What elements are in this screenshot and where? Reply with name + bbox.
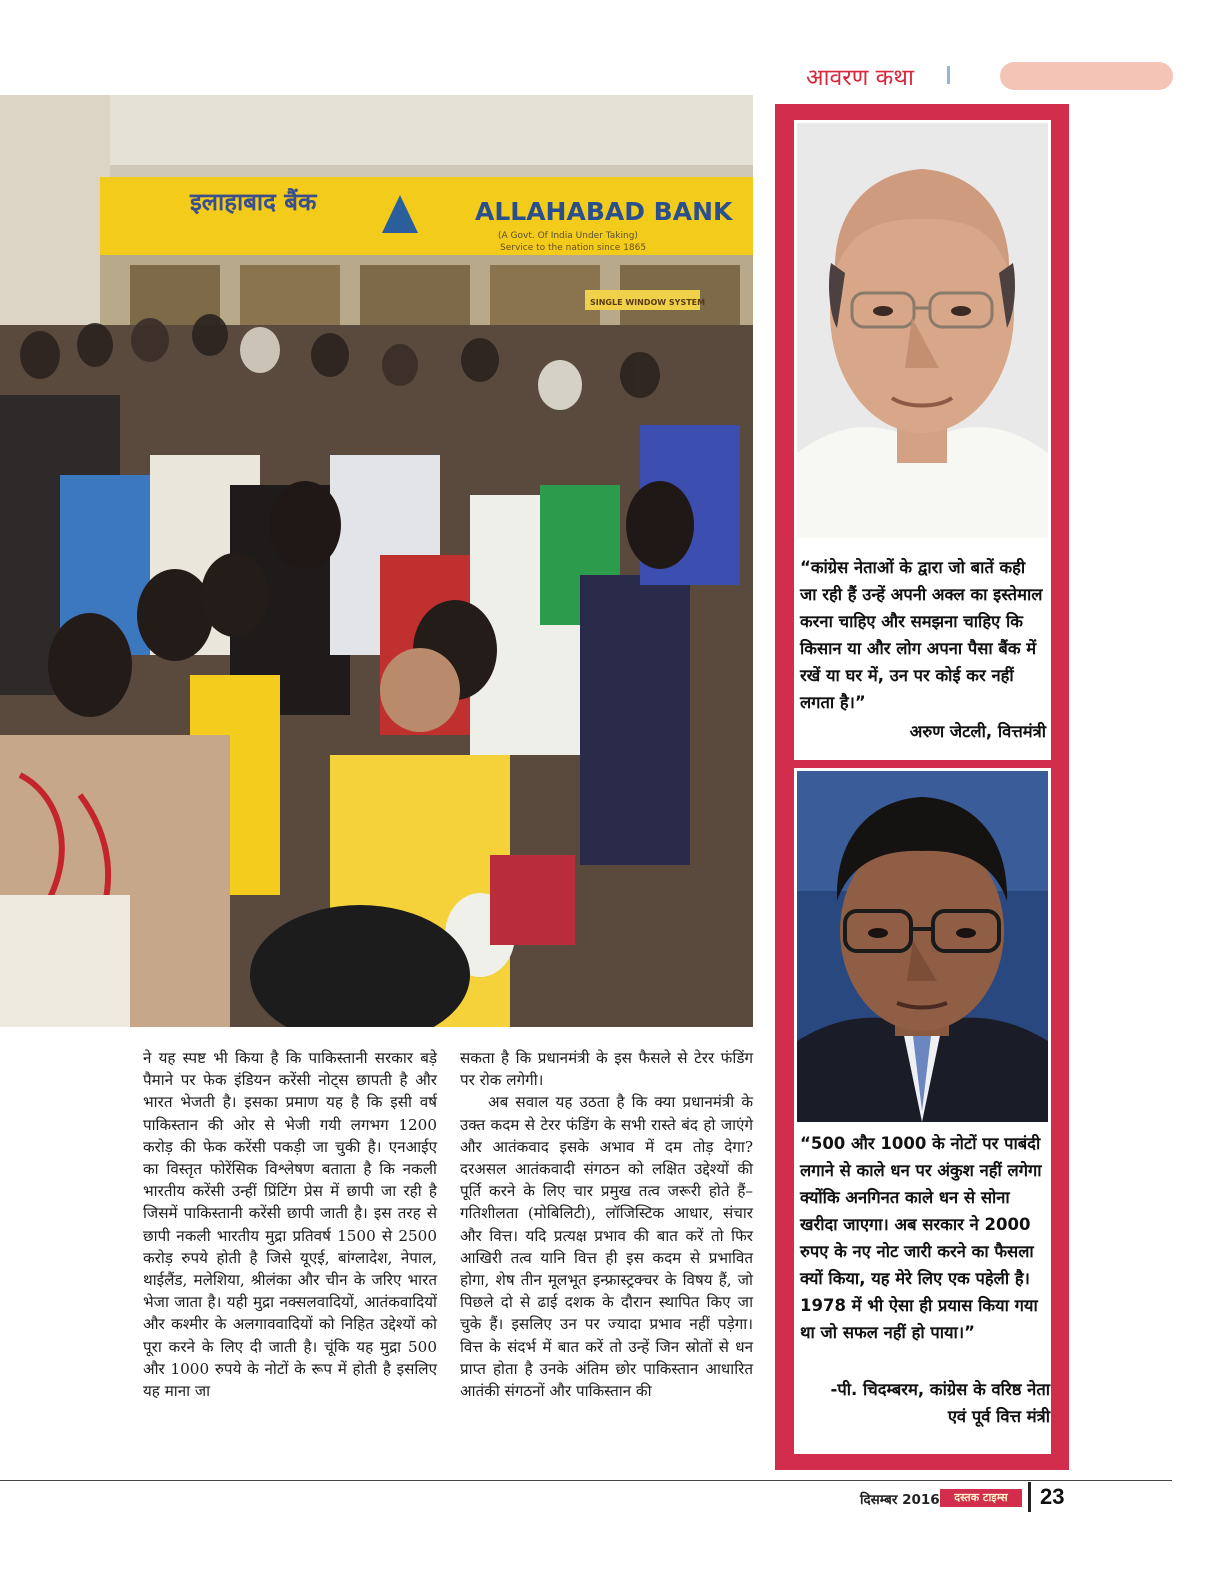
quote-text-chidambaram: “500 और 1000 के नोटों पर पाबंदी लगाने से काले धन पर अंकुश नहीं लगेगा क्योंकि अनगिनत काले धन से सोना खरीदा जाएगा। अब सरकार ने 2000 रुपए के नए नोट जारी करने का फैसला क्यों किया, यह मेरे लिए एक पहेली है। 1978 में भी ऐसा ही प्रयास किया गया था जो सफल नहीं हो पाया।” [800, 1134, 1042, 1342]
quote-panel-jaitley [794, 120, 1051, 760]
bank-sign-tagline: (A Govt. Of India Under Taking) [498, 231, 638, 241]
arun-jaitley-photo [797, 123, 1048, 538]
article-column-1 [143, 1047, 437, 1402]
quote-attribution-chidambaram-2: एवं पूर्व वित्त मंत्री [947, 1407, 1050, 1426]
quote-attribution-jaitley: अरुण जेटली, वित्तमंत्री [909, 722, 1046, 741]
footer-date: दिसम्बर 2016 [860, 1492, 940, 1508]
article-paragraph: सकता है कि प्रधानमंत्री के इस फैसले से टेरर फंडिंग पर रोक लगेगी। [460, 1049, 753, 1090]
section-pill [1000, 62, 1173, 90]
quote-attribution-chidambaram-1: -पी. चिदम्बरम, कांग्रेस के वरिष्ठ नेता [830, 1380, 1050, 1399]
article-column-2 [460, 1047, 753, 1402]
quote-panel-chidambaram [794, 768, 1051, 1454]
quote-text-jaitley: “कांग्रेस नेताओं के द्वारा जो बातें कही जा रही हैं उन्हें अपनी अक्ल का इस्तेमाल करना चाहिए और समझना चाहिए कि किसान या और लोग अपना पैसा बैंक में रखें या घर में, उन पर कोई कर नहीं लगता है।” [800, 558, 1043, 712]
bank-sign-service: Service to the nation since 1865 [500, 243, 647, 253]
article-paragraph: ने यह स्पष्ट भी किया है कि पाकिस्तानी सरकार बड़े पैमाने पर फेक इंडियन करेंसी नोट्स छापती है और भारत भेजती है। इसका प्रमाण यह है कि इसी वर्ष पाकिस्तान की ओर से भेजी गयी लगभग 1200 करोड़ की फेक करेंसी पकड़ी जा चुकी है। एनआईए का विस्तृत फोरेंसिक विश्लेषण बताता है कि नकली भारतीय करेंसी उन्हीं प्रिंटिंग प्रेस में छापी जा रही है जिसमें पाकिस्तानी करेंसी छापी जाती है। इस तरह से छापी नकली भारतीय मुद्रा प्रतिवर्ष 1500 से 2500 करोड़ रुपये होती है जिसे यूएई, बांग्लादेश, नेपाल, थाईलैंड, मलेशिया, श्रीलंका और चीन के जरिए भारत भेजा जाता है। यही मुद्रा नक्सलवादियों, आतंकवादियों और कश्मीर के अलगाववादियों को निहित उद्देश्यों को पूरा करने के लिए दी जाती है। चूंकि यह मुद्रा 500 और 1000 रुपये के नोटों के रूप में होती है इसलिए यह माना जा [143, 1049, 437, 1401]
section-divider [947, 66, 950, 84]
magazine-logo: दस्तक टाइम्स [940, 1489, 1022, 1507]
footer-separator [1028, 1482, 1031, 1512]
bank-sign-hindi: इलाहाबाद बैंक [190, 188, 317, 216]
page-number: 23 [1040, 1484, 1065, 1509]
bank-queue-photo [0, 95, 753, 1027]
footer-rule [0, 1480, 1172, 1481]
p-chidambaram-photo [797, 771, 1048, 1122]
counter-sign: SINGLE WINDOW SYSTEM [590, 298, 706, 307]
article-paragraph: अब सवाल यह उठता है कि क्या प्रधानमंत्री के उक्त कदम से टेरर फंडिंग के सभी रास्ते बंद हो जाएंगे और आतंकवाद इसके अभाव में दम तोड़ देगा? दरअसल आतंकवादी संगठन को लक्षित उद्देश्यों की पूर्ति करने के लिए चार प्रमुख तत्व जरूरी होते हैं–गतिशीलता (मोबिलिटी), लॉजिस्टिक आधार, संचार और वित्त। यदि प्रत्यक्ष प्रभाव की बात करें तो फिर आखिरी तत्व यानि वित्त ही इस कदम से प्रभावित होगा, शेष तीन मूलभूत इन्फ्रास्ट्रक्चर के विषय हैं, जो पिछले दो से ढाई दशक के दौरान स्थापित किए जा चुके हैं। इसलिए उन पर ज्यादा प्रभाव नहीं पड़ेगा। वित्त के संदर्भ में बात करें तो उन्हें जिन स्रोतों से धन प्राप्त होता है उनके अंतिम छोर पाकिस्तान आधारित आतंकी संगठनों और पाकिस्तान की [460, 1093, 753, 1401]
bank-sign-english: ALLAHABAD BANK [475, 197, 733, 226]
section-label: आवरण कथा [806, 65, 914, 91]
